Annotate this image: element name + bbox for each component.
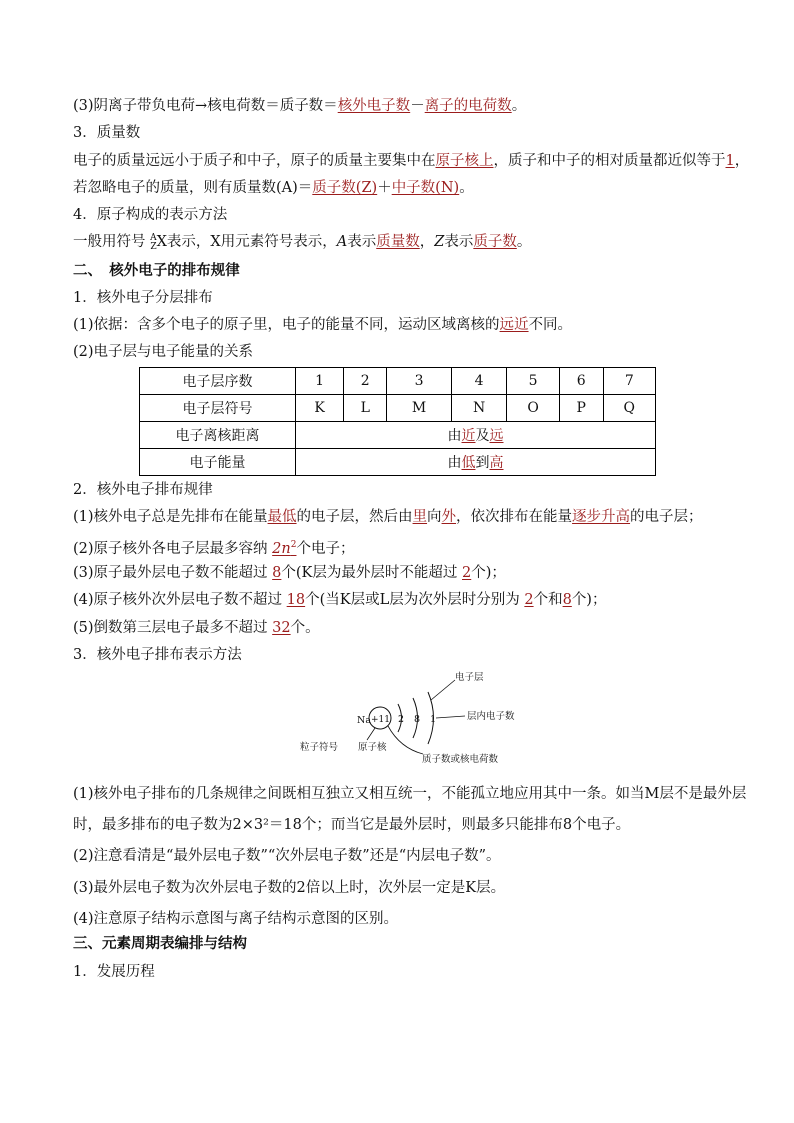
layer-number: 2: [344, 368, 387, 395]
row-label-distance: 电子离核距离: [140, 422, 296, 449]
layer-number: 1: [296, 368, 344, 395]
text: (3)原子最外层电子数不能超过: [73, 565, 268, 581]
label-nucleus: 原子核: [358, 742, 387, 753]
text: 表示: [444, 234, 474, 250]
text: 个(当K层或L层为次外层时分别为: [305, 592, 520, 608]
rule-2: [73, 535, 354, 559]
text: 若忽略电子的质量，则有质量数(A)＝: [73, 180, 313, 196]
text: －: [410, 98, 425, 114]
rule-3: [73, 563, 506, 583]
layer-symbol: Q: [603, 395, 655, 422]
rule-5: [73, 618, 320, 638]
layer-symbol: M: [387, 395, 451, 422]
text: (1)依据：含多个电子的原子里，电子的能量不同，运动区域离核的: [73, 317, 500, 333]
shell-electrons: 2: [398, 714, 405, 725]
mass-index: A: [150, 233, 157, 243]
heading-representation: 3．核外电子排布表示方法: [73, 647, 242, 663]
text: (2)原子核外各电子层最多容纳: [73, 540, 268, 557]
answer-blank: 原子核上: [435, 153, 494, 169]
heading-layered-arrangement: 1．核外电子分层排布: [73, 290, 213, 306]
table-row: [140, 368, 656, 395]
text: 及: [475, 428, 490, 444]
pointer-line: [388, 726, 423, 754]
text: ，依次排布在能量: [456, 509, 573, 525]
section-title-periodic-table: 三、元素周期表编排与结构: [73, 935, 247, 952]
layer-symbol: N: [451, 395, 507, 422]
text: ，: [734, 153, 750, 169]
nucleus-charge: +11: [371, 715, 390, 725]
text: 到: [475, 455, 490, 471]
atomic-structure-diagram: [295, 668, 545, 768]
text: 的电子层；: [630, 509, 703, 525]
pointer-line: [431, 680, 455, 700]
answer-blank: [272, 541, 296, 557]
row-label-energy: 电子能量: [140, 449, 296, 476]
layer-symbol: P: [559, 395, 603, 422]
paragraph-basis: [73, 315, 572, 335]
heading-notation: 4．原子构成的表示方法: [73, 207, 228, 223]
text: (1)核外电子总是先排布在能量: [73, 509, 268, 525]
answer-blank: 核外电子数: [337, 98, 411, 114]
label-electron-layer: 电子层: [455, 672, 484, 683]
answer-blank: 质子数(Z): [312, 180, 378, 196]
answer-blank: 逐步升高: [572, 509, 631, 525]
label-particle-symbol: 粒子符号: [300, 742, 339, 753]
answer-blank: 1: [725, 153, 735, 169]
text: 由: [447, 455, 462, 471]
answer-blank: 离子的电荷数: [424, 98, 512, 114]
distance-value: [296, 422, 656, 449]
paragraph-mass-2: [73, 178, 474, 198]
electron-layer-table: [139, 367, 656, 476]
pointer-line: [367, 728, 375, 740]
text: ，: [419, 234, 435, 250]
answer-blank: 高: [489, 455, 504, 471]
rule-anion-charge: [73, 96, 526, 116]
answer-blank: 8: [562, 592, 572, 608]
note-1-cont: 时，最多排布的电子数为2×3²＝18个；而当它是最外层时，则最多只能排布8个电子。: [73, 817, 631, 833]
text: X表示，X用元素符号表示，: [156, 234, 337, 250]
answer-blank: 最低: [267, 509, 297, 525]
text: (5)倒数第三层电子最多不超过: [73, 620, 268, 636]
shell-electrons: 8: [414, 714, 421, 725]
layer-symbol: L: [344, 395, 387, 422]
formula-exponent: 2: [290, 540, 297, 550]
heading-mass-number: 3．质量数: [73, 125, 141, 141]
answer-blank: 近: [461, 428, 476, 444]
answer-blank: 18: [286, 592, 306, 608]
answer-blank: 质量数: [376, 234, 420, 250]
text: 个(K层为最外层时不能超过: [281, 565, 458, 581]
layer-number: 5: [507, 368, 559, 395]
text: (3)阴离子带负电荷→核电荷数＝质子数＝: [73, 98, 338, 114]
layer-symbol: O: [507, 395, 559, 422]
answer-blank: 8: [272, 565, 282, 581]
symbol-z: Z: [434, 234, 445, 250]
text: 个。: [290, 620, 320, 636]
layer-number: 7: [603, 368, 655, 395]
answer-blank: 远: [489, 428, 504, 444]
answer-blank: 32: [272, 620, 291, 636]
text: 个)；: [471, 565, 506, 581]
rule-4: [73, 590, 606, 610]
text: 电子的质量远远小于质子和中子，原子的质量主要集中在: [73, 153, 436, 169]
note-2: (2)注意看清是“最外层电子数”“次外层电子数”还是“内层电子数”。: [73, 848, 501, 864]
text: 表示: [347, 234, 377, 250]
text: 一般用符号: [73, 234, 146, 250]
text: 。: [459, 180, 474, 196]
text: ＋: [377, 180, 392, 196]
particle-symbol: Na: [357, 715, 371, 726]
shell-electrons: 1: [430, 714, 437, 725]
answer-blank: 2: [462, 565, 472, 581]
text: 的电子层，然后由: [296, 509, 413, 525]
layer-number: 3: [387, 368, 451, 395]
label-electrons-per-layer: 层内电子数: [467, 711, 515, 722]
text: 由: [447, 428, 462, 444]
answer-blank: 中子数(N): [391, 180, 460, 196]
answer-blank: 低: [461, 455, 476, 471]
table-row: [140, 449, 656, 476]
pointer-line: [436, 716, 465, 718]
note-3: (3)最外层电子数为次外层电子数的2倍以上时，次外层一定是K层。: [73, 880, 506, 896]
note-1: (1)核外电子排布的几条规律之间既相互独立又相互统一，不能孤立地应用其中一条。如当M层不是最外层: [73, 786, 747, 802]
section-title-electron-arrangement: 二、 核外电子的排布规律: [73, 262, 240, 279]
answer-blank: 质子数: [473, 234, 517, 250]
atomic-index: Z: [150, 242, 157, 252]
answer-blank: 里: [412, 509, 428, 525]
text: 。: [516, 234, 532, 250]
formula: 2n: [272, 540, 291, 557]
table-row: [140, 395, 656, 422]
row-label-layer-symbol: 电子层符号: [140, 395, 296, 422]
text: 个电子；: [296, 540, 355, 557]
answer-blank: 2: [524, 592, 534, 608]
rule-1: [73, 507, 703, 527]
answer-blank: 外: [441, 509, 457, 525]
layer-symbol: K: [296, 395, 344, 422]
text: 。: [511, 98, 527, 114]
text: ，质子和中子的相对质量都近似等于: [493, 153, 726, 169]
answer-blank: 远近: [499, 317, 529, 333]
text: (4)原子核外次外层电子数不超过: [73, 592, 283, 608]
text: 向: [427, 509, 442, 525]
heading-arrangement-rules: 2．核外电子排布规律: [73, 482, 213, 498]
table-row: [140, 422, 656, 449]
row-label-layer-number: 电子层序数: [140, 368, 296, 395]
energy-value: [296, 449, 656, 476]
text: 个和: [533, 592, 563, 608]
layer-number: 4: [451, 368, 507, 395]
paragraph-mass-1: [73, 151, 749, 171]
paragraph-notation: [73, 232, 531, 252]
label-proton-charge: 质子数或核电荷数: [422, 754, 499, 765]
symbol-a: A: [336, 234, 348, 250]
paragraph-layer-energy: (2)电子层与电子能量的关系: [73, 344, 254, 360]
note-4: (4)注意原子结构示意图与离子结构示意图的区别。: [73, 911, 399, 927]
text: 个)；: [571, 592, 607, 608]
heading-history: 1．发展历程: [73, 964, 155, 980]
text: 不同。: [528, 317, 573, 333]
layer-number: 6: [559, 368, 603, 395]
